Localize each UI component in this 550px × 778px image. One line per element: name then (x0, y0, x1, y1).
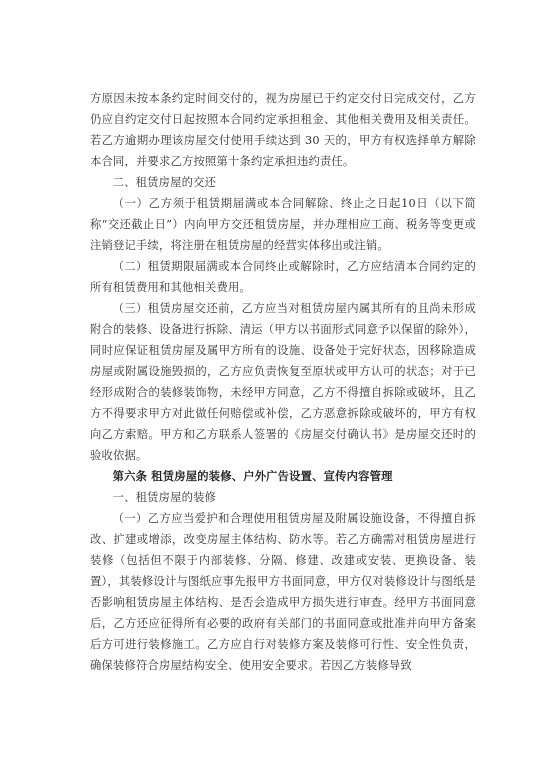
article-6-heading: 第六条 租赁房屋的装修、户外广告设置、宣传内容管理 (112, 469, 393, 483)
clause-return-1: （一）乙方须于租赁期届满或本合同解除、终止之日起10日（以下简称“交还截止日”）内向甲方交还租赁房屋，并办理相应工商、税务等变更或注销登记手续，将注册在租赁房屋的经营实体移出或注销。 (90, 197, 476, 252)
clause-decoration-1: （一）乙方应当爱护和合理使用租赁房屋及附属设施设备，不得擅自拆改、扩建或增添，改变房屋主体结构、防水等。若乙方确需对租赁房屋进行装修（包括但不限于内部装修、分隔、修建、改建或安装、更换设备、装置），其装修设计与图纸应事先报甲方书面同意，甲方仅对装修设计与图纸是否影响租赁房屋主体结构、是否会造成甲方损失进行审查。经甲方书面同意后，乙方还应征得所有必要的政府有关部门的书面同意或批准并向甲方备案后方可进行装修施工。乙方应自行对装修方案及装修可行性、安全性负责，确保装修符合房屋结构安全、使用安全要求。若因乙方装修导致 (90, 512, 476, 672)
section-heading-return: 二、租赁房屋的交还 (112, 176, 217, 189)
paragraph-continuation: 方原因未按本条约定时间交付的，视为房屋已于约定交付日完成交付，乙方仍应自约定交付日起按照本合同约定承担租金、其他相关费用及相关责任。若乙方逾期办理该房屋交付使用手续达到 30 天的，甲方有权选择单方解除本合同，并要求乙方按照第十条约定承担违约责任。 (90, 92, 476, 168)
contract-body (90, 88, 476, 676)
section-heading-decoration: 一、租赁房屋的装修 (112, 491, 217, 504)
clause-return-2: （二）租赁期限届满或本合同终止或解除时，乙方应结清本合同约定的所有租赁费用和其他相关费用。 (90, 260, 476, 294)
clause-return-3: （三）租赁房屋交还前，乙方应当对租赁房屋内属其所有的且尚未形成附合的装修、设备进行拆除、清运（甲方以书面形式同意予以保留的除外），同时应保证租赁房屋及属甲方所有的设施、设备处于完好状态，因移除造成房屋或附属设施毁损的，乙方应负责恢复至原状或甲方认可的状态；对于已经形成附合的装修装饰物，未经甲方同意，乙方不得擅自拆除或破坏，且乙方不得要求甲方对此做任何赔偿或补偿，乙方恶意拆除或破坏的，甲方有权向乙方索赔。甲方和乙方联系人签署的《房屋交付确认书》是房屋交还时的验收依据。 (90, 302, 476, 462)
